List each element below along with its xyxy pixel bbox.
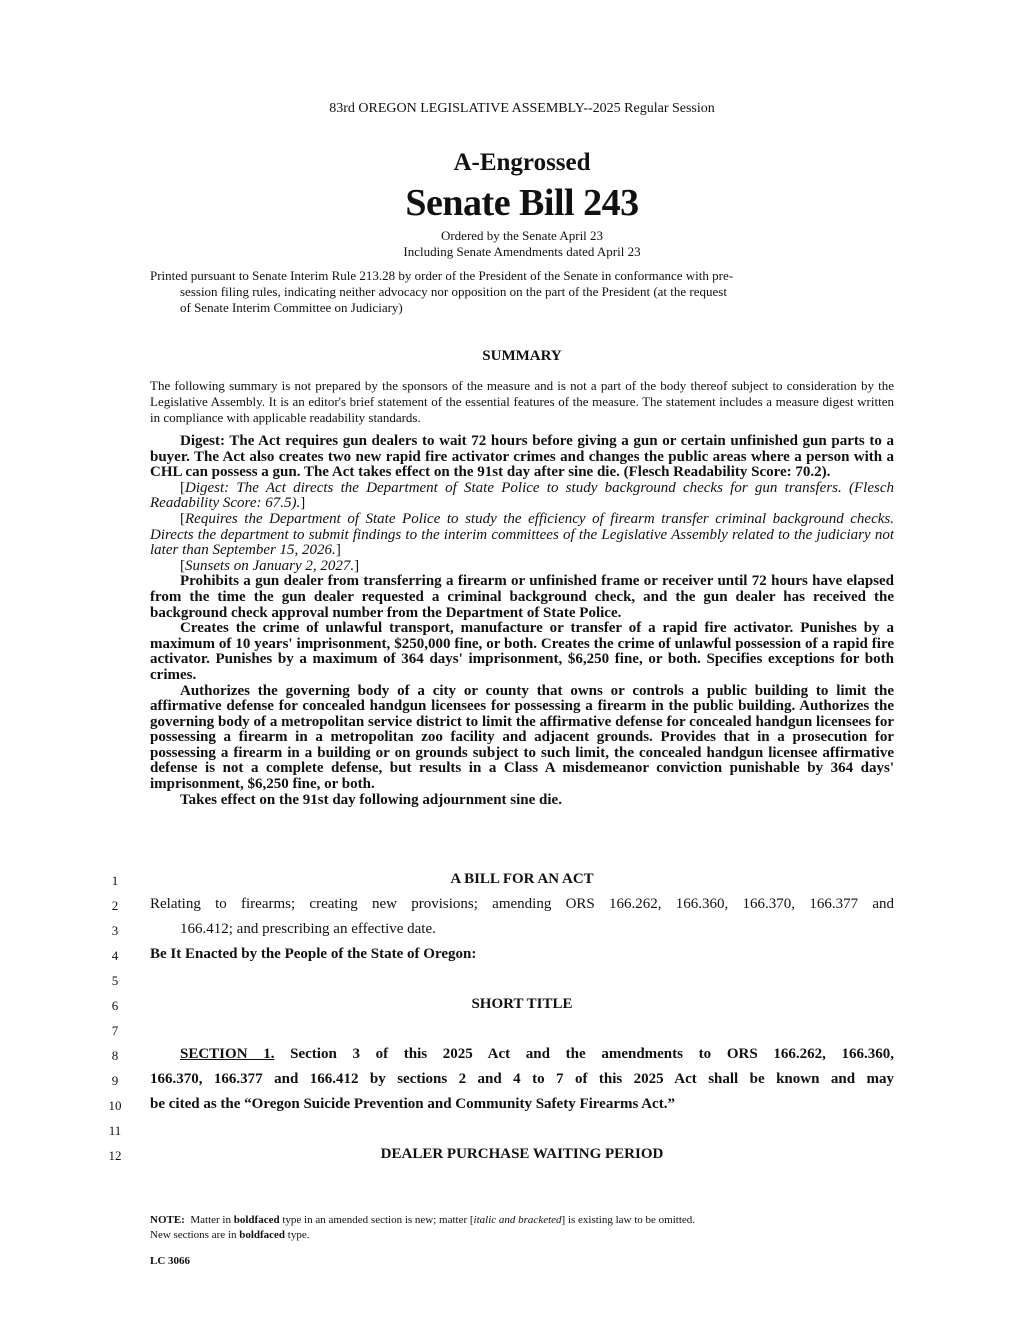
- summary-digest: [150, 434, 894, 808]
- footnote: [150, 1213, 894, 1243]
- note-bold-word: boldfaced: [233, 1214, 280, 1226]
- section-1-line: be cited as the “Oregon Suicide Prevention and Community Safety Firearms Act.”: [150, 1096, 675, 1112]
- note-line-1: [150, 1213, 894, 1228]
- note-line-2: [150, 1228, 894, 1243]
- creates-paragraph: Creates the crime of unlawful transport, manufacture or transfer of a rapid fire activator. Punishes by a maximum of 10 years' imprisonment, $250,000 fine, or both. Creates the crime of unlawful possession of a rapid fire activator. Punishes by a maximum of 364 days' imprisonment, $6,250 fine, or both. Specifies exceptions for both crimes.: [150, 620, 894, 683]
- prohibits-paragraph: Prohibits a gun dealer from transferring a firearm or unfinished frame or receiver until 72 hours have elapsed from the time the gun dealer requested a criminal background check, and the gun dealer has received the background check approval number from the Department of State Police.: [150, 573, 894, 621]
- deleted-sunsets-text: Sunsets on January 2, 2027.: [185, 557, 355, 574]
- line-number: 5: [111, 973, 119, 988]
- ordered-info: [150, 228, 894, 260]
- printed-line: of Senate Interim Committee on Judiciary): [180, 300, 403, 315]
- line-number: 8: [111, 1048, 119, 1063]
- bracket-open: [: [180, 479, 185, 496]
- line-number: 1: [111, 873, 119, 888]
- section-1-line: [150, 1046, 894, 1063]
- deleted-digest-text: Digest: The Act directs the Department of State Police to study background checks for gun transfers. (Flesch Readability Score: 67.5).: [150, 479, 894, 512]
- old-digest-paragraph: [150, 481, 894, 512]
- note-text: ] is existing law to be omitted.: [561, 1214, 696, 1226]
- deleted-requires-text: Requires the Department of State Police to study the efficiency of firearm transfer criminal background checks. Directs the department to submit findings to the interim committees of the Legislative Assembly related to the judiciary not later than September 15, 2026.: [150, 510, 894, 559]
- line-number: 12: [108, 1148, 122, 1163]
- act-heading: A BILL FOR AN ACT: [450, 871, 594, 887]
- lc-number: LC 3066: [150, 1255, 191, 1267]
- section-text: Section 3 of this 2025 Act and the amendments to ORS 166.262, 166.360,: [290, 1046, 895, 1062]
- note-bold-word: boldfaced: [239, 1229, 286, 1241]
- dealer-waiting-period-heading: DEALER PURCHASE WAITING PERIOD: [380, 1146, 664, 1162]
- note-text: Matter in: [190, 1214, 231, 1226]
- line-number: 7: [111, 1023, 119, 1038]
- printed-line: Printed pursuant to Senate Interim Rule 213.28 by order of the President of the Senate in conformance with pre-: [150, 268, 734, 283]
- bracket-open: [: [180, 510, 185, 527]
- line-number: 6: [111, 998, 119, 1013]
- relating-clause-line: Relating to firearms; creating new provisions; amending ORS 166.262, 166.360, 166.370, 166.377 and: [150, 896, 894, 912]
- section-label: SECTION 1.: [180, 1046, 275, 1062]
- engrossed-label: A-Engrossed: [453, 149, 591, 176]
- ordered-line: Ordered by the Senate April 23: [440, 228, 604, 243]
- note-text: New sections are in: [150, 1229, 237, 1241]
- short-title-heading: SHORT TITLE: [471, 996, 573, 1012]
- old-requires-paragraph: [150, 512, 894, 559]
- summary-heading: SUMMARY: [482, 348, 562, 364]
- authorizes-paragraph: Authorizes the governing body of a city or county that owns or controls a public building to limit the affirmative defense for concealed handgun licensees for possessing a firearm in the public building. Authorizes the governing body of a metropolitan service district to limit the affirmative defense for concealed handgun licensees for possessing a firearm in a metropolitan zoo facility and adjacent grounds. Provides that in a prosecution for possessing a firearm in a building or on grounds subject to such limit, the concealed handgun licensee affirmative defense is not a complete defense, but results in a Class A misdemeanor conviction punishable by 364 days' imprisonment, $6,250 fine, or both.: [150, 682, 894, 793]
- bracket-close: ]: [354, 557, 360, 574]
- takes-effect-paragraph: Takes effect on the 91st day following adjournment sine die.: [180, 791, 562, 808]
- line-number: 10: [108, 1098, 122, 1113]
- note-italic-text: italic and bracketed: [473, 1214, 562, 1226]
- line-number: 3: [111, 923, 119, 938]
- line-number: 11: [108, 1123, 122, 1138]
- old-sunsets-paragraph: [150, 559, 894, 575]
- amendments-line: Including Senate Amendments dated April 23: [403, 244, 641, 259]
- bill-title: Senate Bill 243: [405, 182, 639, 224]
- note-text: type in an amended section is new; matter [: [282, 1214, 474, 1226]
- printed-line: session filing rules, indicating neither advocacy nor opposition on the part of the President (at the request: [180, 284, 727, 299]
- bracket-close: ]: [335, 542, 341, 559]
- bracket-open: [: [180, 557, 185, 574]
- printed-pursuant-notice: [150, 268, 894, 316]
- line-number: 4: [111, 948, 119, 963]
- enacting-clause: Be It Enacted by the People of the State of Oregon:: [150, 946, 477, 962]
- digest-paragraph: Digest: The Act requires gun dealers to wait 72 hours before giving a gun or certain unfinished gun parts to a buyer. The Act also creates two new rapid fire activator crimes and changes the public areas where a person with a CHL can possess a gun. The Act takes effect on the 91st day after sine die. (Flesch Readability Score: 70.2).: [150, 433, 894, 481]
- relating-clause-line: 166.412; and prescribing an effective date.: [180, 921, 436, 937]
- note-text: type.: [287, 1229, 310, 1241]
- bracket-close: ]: [300, 495, 306, 512]
- summary-intro: The following summary is not prepared by the sponsors of the measure and is not a part of the body thereof subject to consideration by the Legislative Assembly. It is an editor's brief statement of the essential features of the measure. The statement includes a measure digest written in compliance with applicable readability standards.: [150, 378, 894, 425]
- section-1-line: 166.370, 166.377 and 166.412 by sections 2 and 4 to 7 of this 2025 Act shall be known and may: [150, 1071, 894, 1087]
- session-header: 83rd OREGON LEGISLATIVE ASSEMBLY--2025 Regular Session: [329, 101, 715, 116]
- note-label: NOTE:: [150, 1214, 185, 1226]
- line-number: 9: [111, 1073, 119, 1088]
- line-number: 2: [111, 898, 119, 913]
